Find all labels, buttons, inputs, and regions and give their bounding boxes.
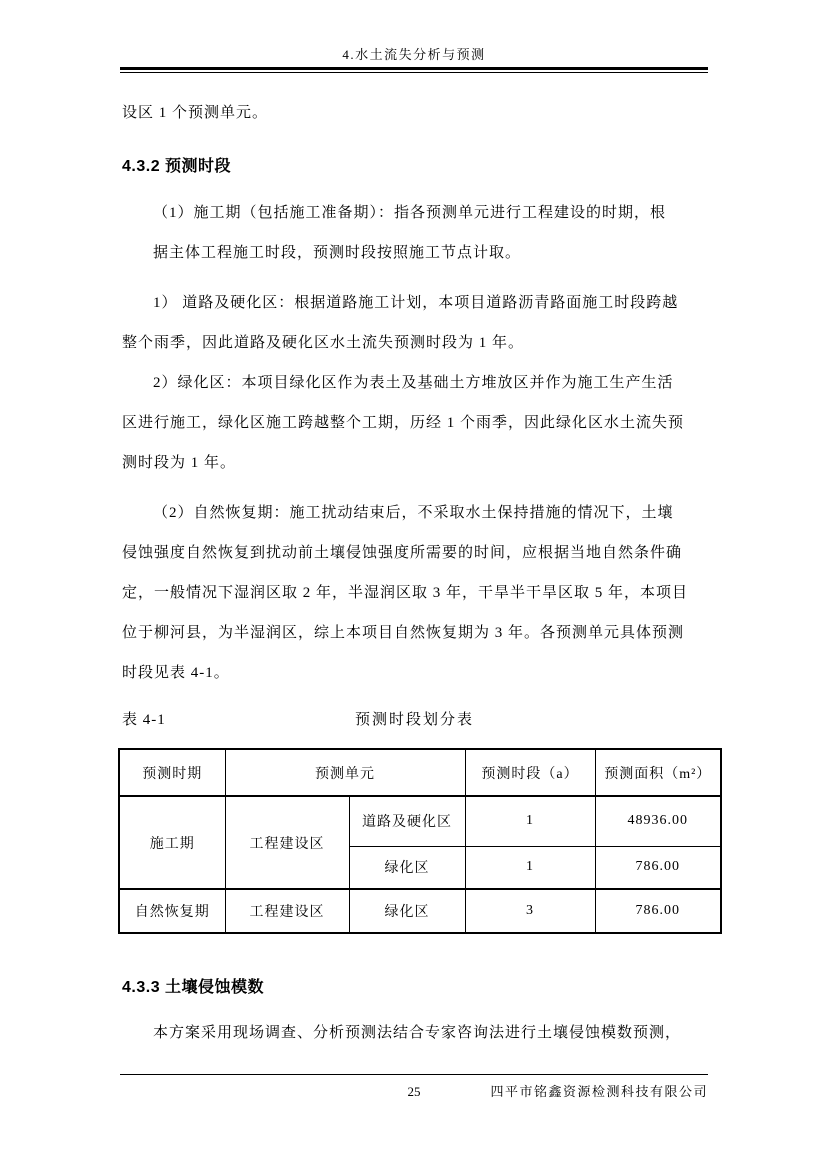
cell-subunit: 道路及硬化区 xyxy=(349,796,465,846)
cell-subunit: 绿化区 xyxy=(349,846,465,889)
cell-duration: 1 xyxy=(465,796,595,846)
body-line: 本方案采用现场调查、分析预测法结合专家咨询法进行土壤侵蚀模数预测， xyxy=(153,1025,682,1041)
footer-company-name: 四平市铭鑫资源检测科技有限公司 xyxy=(490,1084,708,1099)
body-line: 时段见表 4-1。 xyxy=(122,665,230,681)
table-caption-title: 预测时段划分表 xyxy=(354,711,474,728)
header-rule xyxy=(120,67,708,73)
cell-area: 48936.00 xyxy=(595,796,721,846)
table-row xyxy=(119,889,721,933)
cell-area: 786.00 xyxy=(595,846,721,889)
cell-duration: 3 xyxy=(465,889,595,933)
body-line: 位于柳河县，为半湿润区，综上本项目自然恢复期为 3 年。各预测单元具体预测 xyxy=(122,625,685,641)
body-line: 区进行施工，绿化区施工跨越整个工期，历经 1 个雨季，因此绿化区水土流失预 xyxy=(122,415,685,431)
cell-duration: 1 xyxy=(465,846,595,889)
body-line: 1） 道路及硬化区：根据道路施工计划，本项目道路沥青路面施工时段跨越 xyxy=(153,295,679,311)
body-line: 设区 1 个预测单元。 xyxy=(122,105,269,121)
page-header-title: 4.水土流失分析与预测 xyxy=(342,47,486,62)
header-cell-duration: 预测时段（a） xyxy=(465,749,595,796)
table-row xyxy=(119,796,721,846)
prediction-period-table xyxy=(118,748,722,934)
footer-rule xyxy=(120,1074,708,1075)
body-line: 侵蚀强度自然恢复到扰动前土壤侵蚀强度所需要的时间，应根据当地自然条件确 xyxy=(122,545,683,561)
header-cell-area: 预测面积（m²） xyxy=(595,749,721,796)
header-cell-unit: 预测单元 xyxy=(225,749,465,796)
header-cell-period: 预测时期 xyxy=(119,749,225,796)
cell-period: 施工期 xyxy=(119,796,225,889)
body-line: （1）施工期（包括施工准备期）：指各预测单元进行工程建设的时期，根 xyxy=(153,205,667,221)
cell-area: 786.00 xyxy=(595,889,721,933)
cell-subunit: 绿化区 xyxy=(349,889,465,933)
body-line: 测时段为 1 年。 xyxy=(122,455,237,471)
cell-unit: 工程建设区 xyxy=(225,796,349,889)
table-caption-label: 表 4-1 xyxy=(122,712,166,728)
footer-page-number: 25 xyxy=(407,1084,421,1099)
section-heading-432: 4.3.2 预测时段 xyxy=(122,158,232,175)
section-heading-433: 4.3.3 土壤侵蚀模数 xyxy=(122,979,265,996)
body-line: （2）自然恢复期：施工扰动结束后，不采取水土保持措施的情况下，土壤 xyxy=(153,505,674,521)
table-header-row xyxy=(119,749,721,796)
table-caption xyxy=(122,700,707,740)
body-line: 整个雨季，因此道路及硬化区水土流失预测时段为 1 年。 xyxy=(122,335,525,351)
cell-unit: 工程建设区 xyxy=(225,889,349,933)
body-line: 据主体工程施工时段，预测时段按照施工节点计取。 xyxy=(153,245,522,261)
body-line: 定，一般情况下湿润区取 2 年，半湿润区取 3 年，干旱半干旱区取 5 年，本项目 xyxy=(122,585,689,601)
body-line: 2）绿化区：本项目绿化区作为表土及基础土方堆放区并作为施工生产生活 xyxy=(153,375,674,391)
cell-period: 自然恢复期 xyxy=(119,889,225,933)
